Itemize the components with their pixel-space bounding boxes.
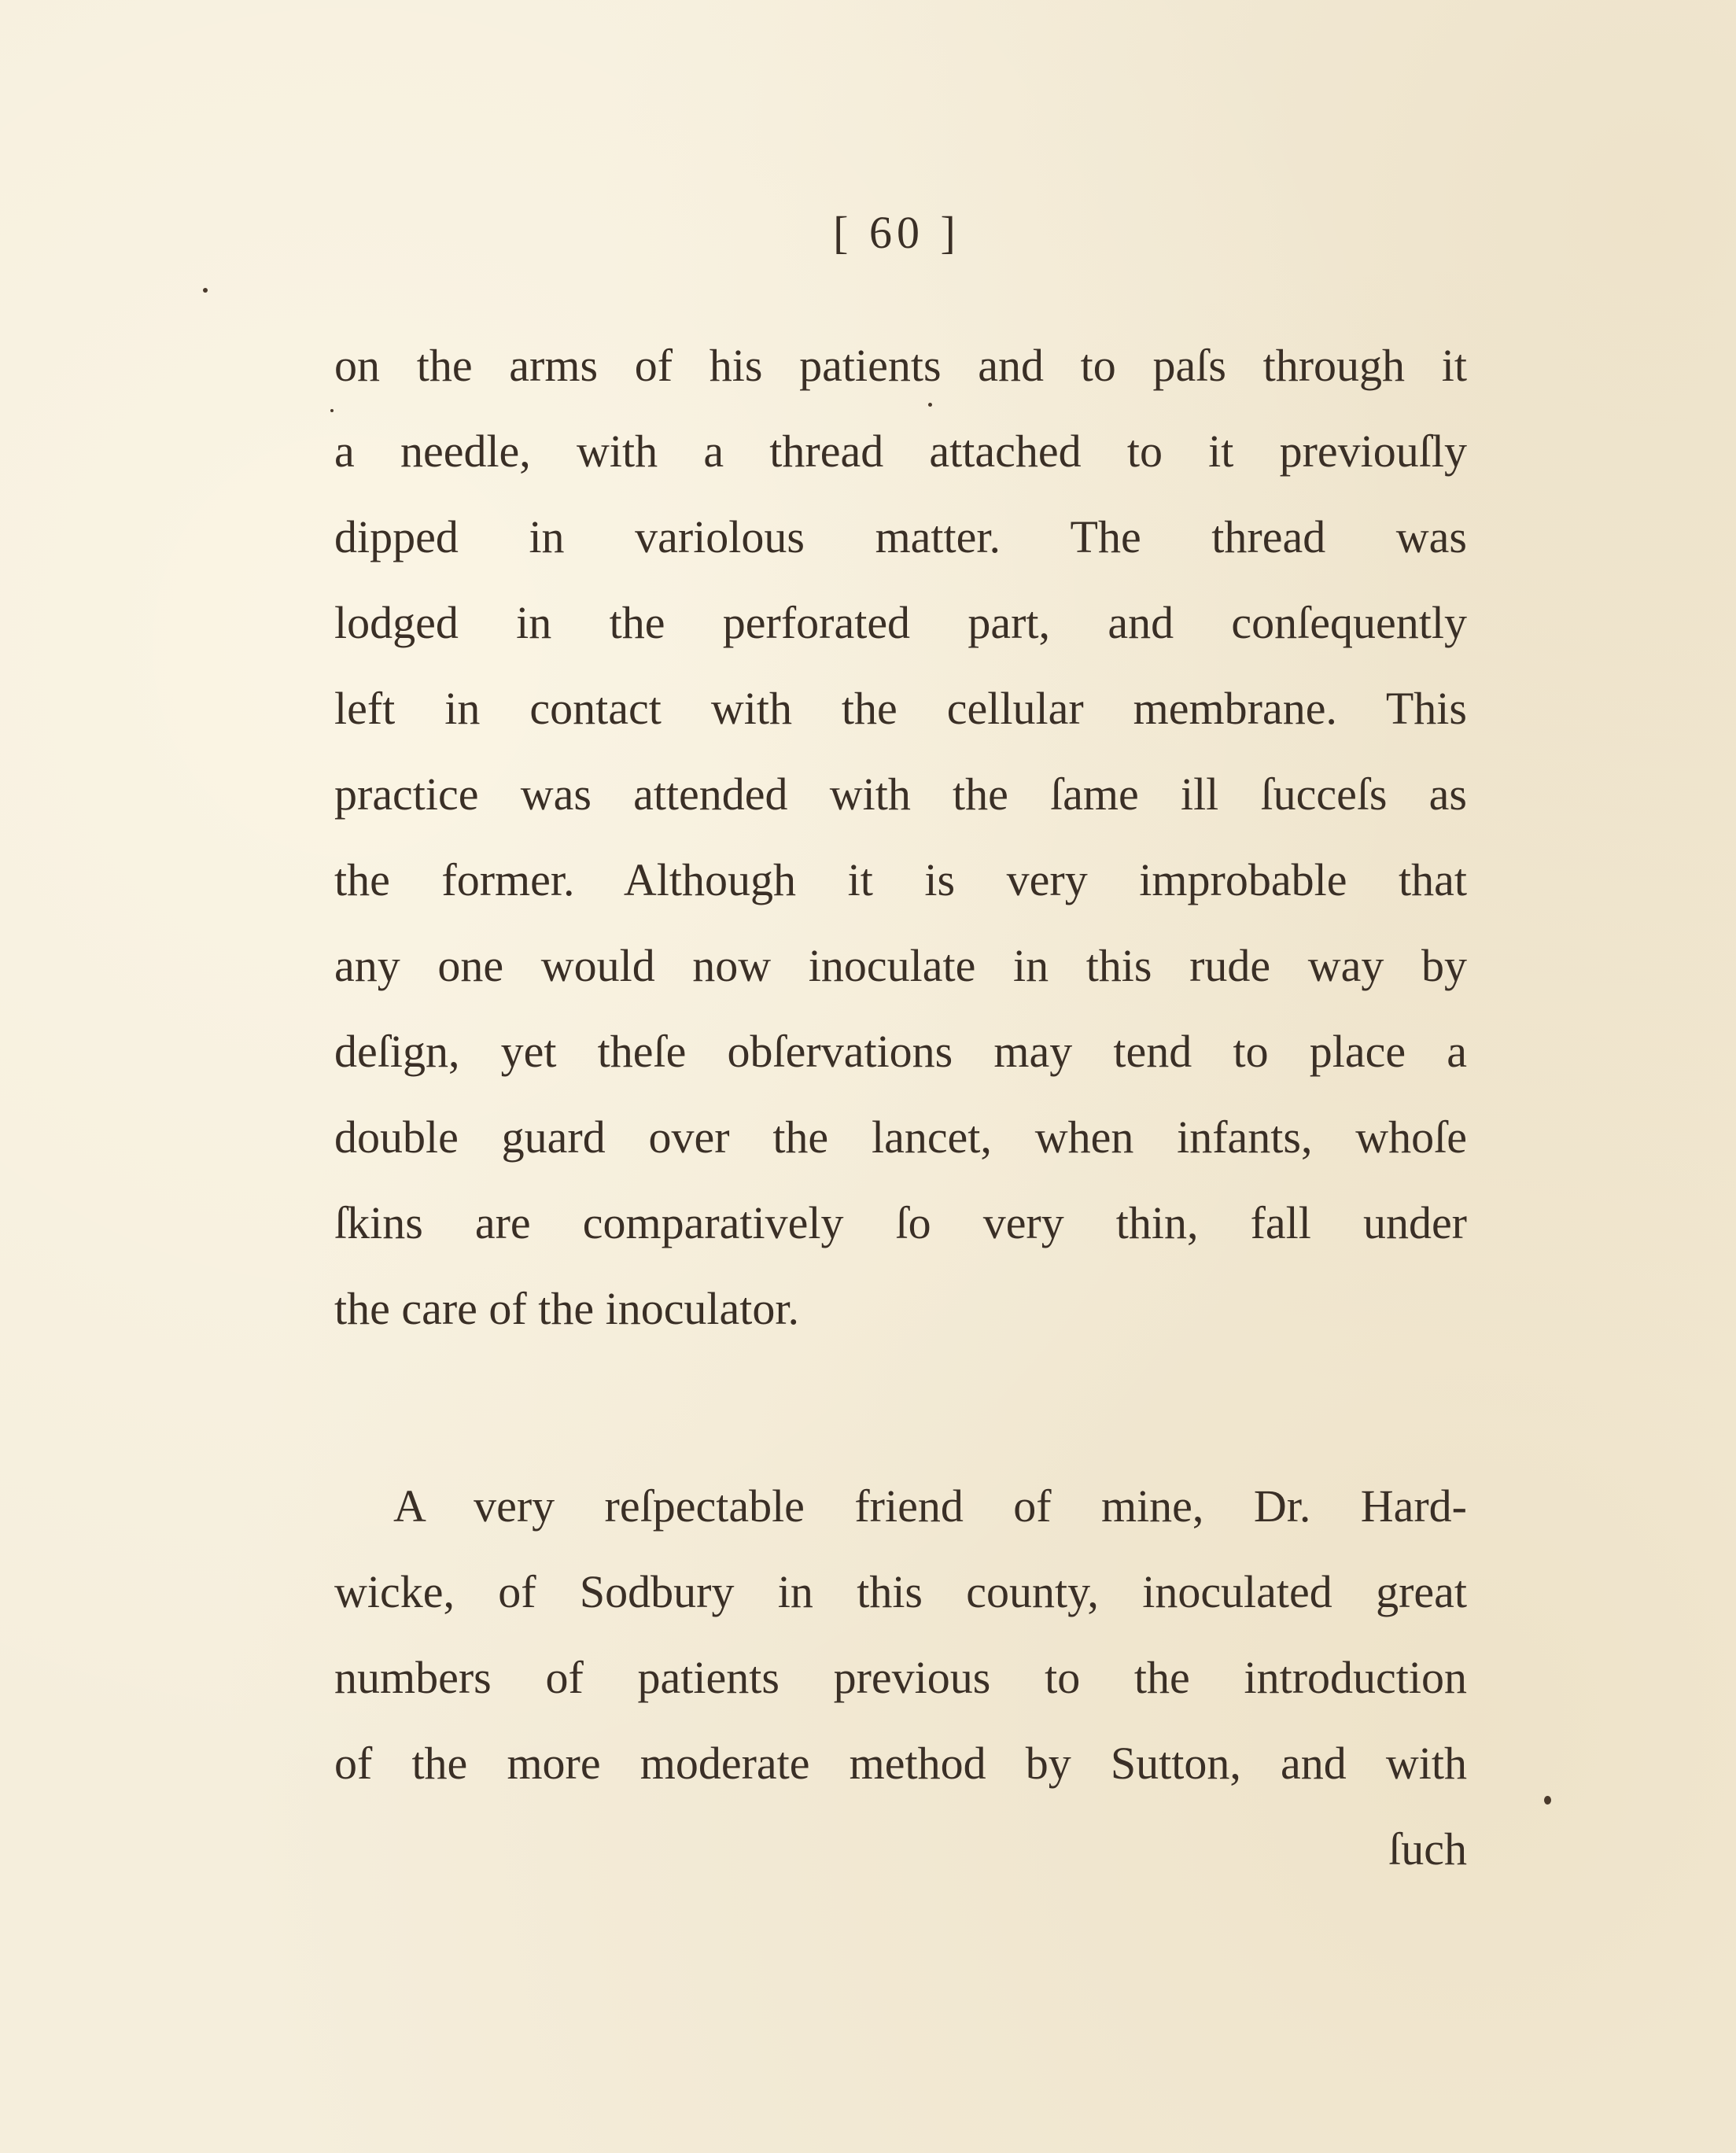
text-line: deſign, yet theſe obſervations may tend to place a (334, 1026, 1467, 1077)
text-line: ſkins are comparatively ſo very thin, fall under (334, 1197, 1467, 1248)
text-line: of the more moderate method by Sutton, and with (334, 1738, 1467, 1789)
ink-speck (1544, 1796, 1551, 1805)
text-line: lodged in the perforated part, and conſequently (334, 597, 1467, 648)
paragraph (334, 1463, 1467, 1806)
text-line: any one would now inoculate in this rude way by (334, 940, 1467, 991)
text-line: the care of the inoculator. (334, 1283, 800, 1334)
catchword: ſuch (1388, 1823, 1467, 1875)
text-line: numbers of patients previous to the introduction (334, 1652, 1467, 1703)
text-line: dipped in variolous matter. The thread was (334, 511, 1467, 562)
text-line: double guard over the lancet, when infants, whoſe (334, 1112, 1467, 1163)
page-number: [ 60 ] (833, 207, 960, 258)
paragraph (334, 323, 1467, 1351)
text-line: wicke, of Sodbury in this county, inoculated great (334, 1566, 1467, 1617)
ink-speck (928, 403, 932, 407)
text-line: a needle, with a thread attached to it previouſly (334, 426, 1467, 477)
paragraph-spacer (334, 1351, 1467, 1463)
text-line: A very reſpectable friend of mine, Dr. Hard- (393, 1480, 1467, 1532)
text-line: the former. Although it is very improbable that (334, 854, 1467, 905)
body-text (334, 323, 1467, 1892)
ink-speck (330, 409, 334, 412)
text-line: practice was attended with the ſame ill ſucceſs as (334, 769, 1467, 820)
text-line: on the arms of his patients and to paſs through it (334, 340, 1467, 391)
ink-speck (203, 288, 208, 293)
text-line: left in contact with the cellular membrane. This (334, 683, 1467, 734)
